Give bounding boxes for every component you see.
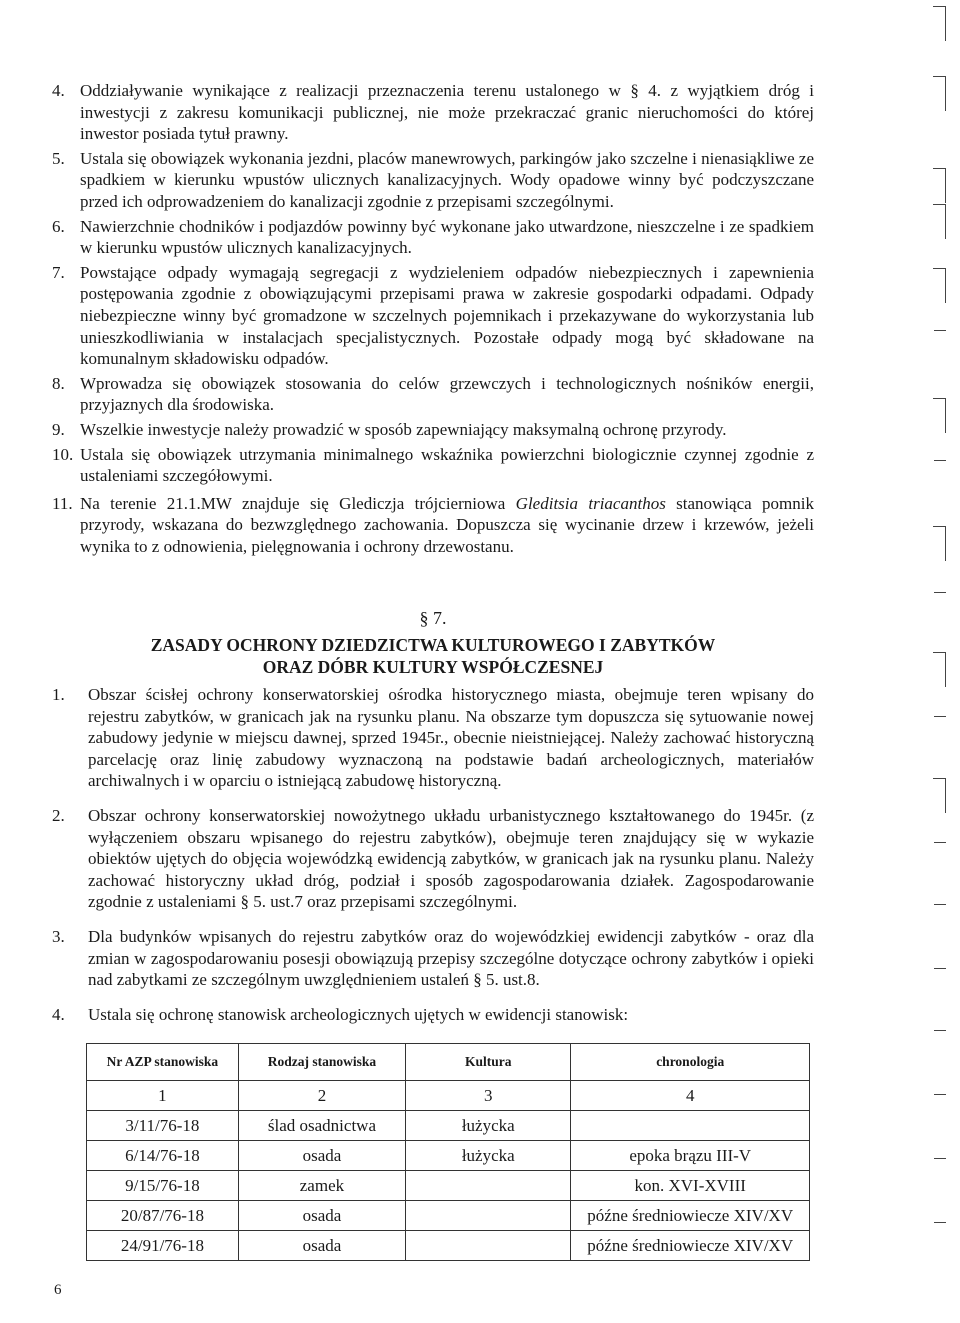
table-cell: 20/87/76-18 — [87, 1201, 239, 1231]
table-cell: osada — [238, 1201, 405, 1231]
column-header: Kultura — [406, 1044, 571, 1081]
edge-mark — [933, 204, 946, 239]
item-text: Ustala się ochronę stanowisk archeologicznych ujętych w ewidencji stanowisk: — [88, 1004, 629, 1024]
table-cell — [571, 1111, 810, 1141]
table-cell — [406, 1171, 571, 1201]
section-title-line: ZASADY OCHRONY DZIEDZICTWA KULTUROWEGO I ZABYTKÓW — [150, 635, 716, 655]
table-cell: 9/15/76-18 — [87, 1171, 239, 1201]
table-cell: 2 — [238, 1081, 405, 1111]
table-cell: łużycka — [406, 1111, 571, 1141]
table-row — [87, 1111, 810, 1141]
edge-mark — [933, 398, 946, 433]
edge-mark — [934, 716, 946, 729]
edge-mark — [933, 168, 946, 203]
edge-mark — [934, 1158, 946, 1171]
table-cell: zamek — [238, 1171, 405, 1201]
list-item — [52, 419, 814, 441]
item-number: 9. — [52, 419, 65, 439]
table-cell: późne średniowiecze XIV/XV — [571, 1201, 810, 1231]
list-item — [52, 493, 814, 558]
edge-mark — [933, 652, 946, 687]
table-cell: osada — [238, 1231, 405, 1261]
edge-mark — [934, 904, 946, 917]
column-header: Rodzaj stanowiska — [238, 1044, 405, 1081]
edge-mark — [934, 1094, 946, 1107]
table-cell: 3/11/76-18 — [87, 1111, 239, 1141]
edge-mark — [934, 460, 946, 473]
table-row — [87, 1231, 810, 1261]
table-cell — [406, 1231, 571, 1261]
edge-mark — [934, 330, 946, 343]
table-cell: 6/14/76-18 — [87, 1141, 239, 1171]
item-text-part: Na terenie 21.1.MW znajduje się Glediczja trójcierniowa — [80, 493, 516, 513]
table-row — [87, 1141, 810, 1171]
item-text: Obszar ochrony konserwatorskiej nowożytnego układu urbanistycznego kształtowanego do 1945r. (z wyłączeniem obszaru wpisanego do rejestru zabytków), obejmuje teren znajdujący się w wykazie obiektów ujętych do objęcia wojewódzką ewidencją zabytków, w granicach jak na rysunku planu. Należy zachować historyczny układ dróg, podział i sposób zagospodarowania działek. Zagospodarowanie zgodnie z ustaleniami § 5. ust.7 oraz przepisami szczególnymi. — [88, 805, 814, 912]
edge-mark — [934, 1222, 946, 1235]
item-text — [80, 493, 814, 558]
item-number: 5. — [52, 148, 65, 168]
item-number: 1. — [52, 685, 65, 704]
list-item — [52, 1004, 814, 1026]
item-text: Obszar ścisłej ochrony konserwatorskiej ośrodka historycznego miasta, obejmuje teren wpisany do rejestru zabytków, w granicach jak na rysunku planu. Na obszarze tym dopuszcza się sytuowanie nowej zabudowy jedynie w miejscu dawnej, sprzed 1945r., obecnie nieistniejącej. Należy zachować historyczną parcelację oraz linię zabudowy wyznaczoną na podstawie badań archeologicznych, materiałów archiwalnych i w oparciu o istniejącą zabudowę historyczną. — [88, 685, 814, 791]
column-header: chronologia — [571, 1044, 810, 1081]
edge-mark — [934, 592, 946, 605]
edge-mark — [934, 1030, 946, 1043]
edge-mark — [934, 842, 946, 855]
archaeological-sites-table — [86, 1043, 810, 1261]
item-number: 7. — [52, 262, 65, 282]
table-row — [87, 1171, 810, 1201]
list-item — [52, 216, 814, 259]
item-number: 11. — [52, 493, 73, 513]
binding-edge-marks — [920, 0, 960, 1323]
item-number: 10. — [52, 444, 74, 464]
table-cell: kon. XVI-XVIII — [571, 1171, 810, 1201]
table-cell: 4 — [571, 1081, 810, 1111]
item-number: 3. — [52, 926, 65, 946]
column-header: Nr AZP stanowiska — [87, 1044, 239, 1081]
item-number: 6. — [52, 216, 65, 236]
page-number: 6 — [54, 1282, 62, 1298]
section-provisions-list — [52, 684, 814, 1038]
edge-mark — [933, 6, 946, 41]
list-item — [52, 444, 814, 487]
item-text: Oddziaływanie wynikające z realizacji przeznaczenia terenu ustalonego w § 4. z wyjątkiem dróg i inwestycji z zakresu komunikacji publicznej, nie może przekraczać granic nieruchomości do której inwestor posiada tytuł prawny. — [80, 81, 814, 144]
edge-mark — [933, 76, 946, 111]
item-text: Ustala się obowiązek wykonania jezdni, placów manewrowych, parkingów jako szczelne i nienasiąkliwe ze spadkiem w kierunku wpustów ulicznych kanalizacyjnych. Wody opadowe winny być podczyszczane przed ich odprowadzeniem do kanalizacji zgodnie z przepisami szczególnymi. — [80, 148, 814, 211]
item-number: 4. — [52, 1004, 65, 1024]
edge-mark — [933, 526, 946, 561]
item-text: Dla budynków wpisanych do rejestru zabytków oraz do wojewódzkiej ewidencji zabytków - oraz dla zmian w zagospodarowaniu posesji obowiązują przepisy szczególne dotyczące ochrony zabytków i opieki nad zabytkami ze szczególnym uwzględnieniem ustaleń § 5. ust.8. — [88, 926, 814, 990]
item-text: Powstające odpady wymagają segregacji z wydzieleniem odpadów niebezpiecznych i zapewnienia postępowania zgodnie z obowiązującymi przepisami prawa w zakresie gospodarki odpadami. Odpady niebezpieczne winny być gromadzone w szczelnych pojemnikach i przekazywane do wykorzystania lub unieszkodliwiania w instalacjach specjalistycznych. Pozostałe odpady mogą być składowane na komunalnym składowisku odpadów. — [80, 262, 814, 369]
table-cell: łużycka — [406, 1141, 571, 1171]
item-text: Ustala się obowiązek utrzymania minimalnego wskaźnika powierzchni biologicznie czynnej zgodnie z ustaleniami szczegółowymi. — [80, 444, 814, 486]
edge-mark — [934, 968, 946, 981]
table-cell: 1 — [87, 1081, 239, 1111]
table-cell — [406, 1201, 571, 1231]
item-text-part: stanowiąca pomnik przyrody, wskazana do bezwzględnego zachowania. Dopuszcza się wycinanie drzew i krzewów, jeżeli wynika to z odnowienia, pielęgnowania i ochrony drzewostanu. — [80, 493, 814, 556]
table-cell: 24/91/76-18 — [87, 1231, 239, 1261]
item-text: Nawierzchnie chodników i podjazdów powinny być wykonane jako utwardzone, nieszczelne i ze spadkiem w kierunku wpustów ulicznych kanalizacyjnych. — [80, 216, 814, 258]
item-text: Wprowadza się obowiązek stosowania do celów grzewczych i technologicznych nośników energii, przyjaznych dla środowiska. — [80, 373, 814, 415]
list-item — [52, 805, 814, 913]
section-title-line: ORAZ DÓBR KULTURY WSPÓŁCZESNEJ — [262, 657, 604, 677]
item-number: 4. — [52, 81, 65, 100]
table-header-row — [87, 1044, 810, 1081]
edge-mark — [933, 268, 946, 303]
list-item — [52, 148, 814, 213]
latin-species-name: Gleditsia triacanthos — [515, 493, 666, 513]
item-text: Wszelkie inwestycje należy prowadzić w sposób zapewniający maksymalną ochronę przyrody. — [80, 419, 727, 439]
table-cell: epoka brązu III-V — [571, 1141, 810, 1171]
table-cell: osada — [238, 1141, 405, 1171]
list-item — [52, 684, 814, 792]
item-number: 2. — [52, 805, 65, 825]
table-cell: 3 — [406, 1081, 571, 1111]
list-item — [52, 373, 814, 416]
item-number: 8. — [52, 373, 65, 393]
list-item — [52, 926, 814, 991]
edge-mark — [933, 778, 946, 813]
list-item — [52, 262, 814, 370]
provisions-list — [52, 80, 814, 557]
section-number: § 7. — [419, 608, 447, 628]
section-title — [52, 634, 814, 678]
table-cell: ślad osadnictwa — [238, 1111, 405, 1141]
table-row — [87, 1201, 810, 1231]
list-item — [52, 80, 814, 145]
table-index-row — [87, 1081, 810, 1111]
table-cell: późne średniowiecze XIV/XV — [571, 1231, 810, 1261]
